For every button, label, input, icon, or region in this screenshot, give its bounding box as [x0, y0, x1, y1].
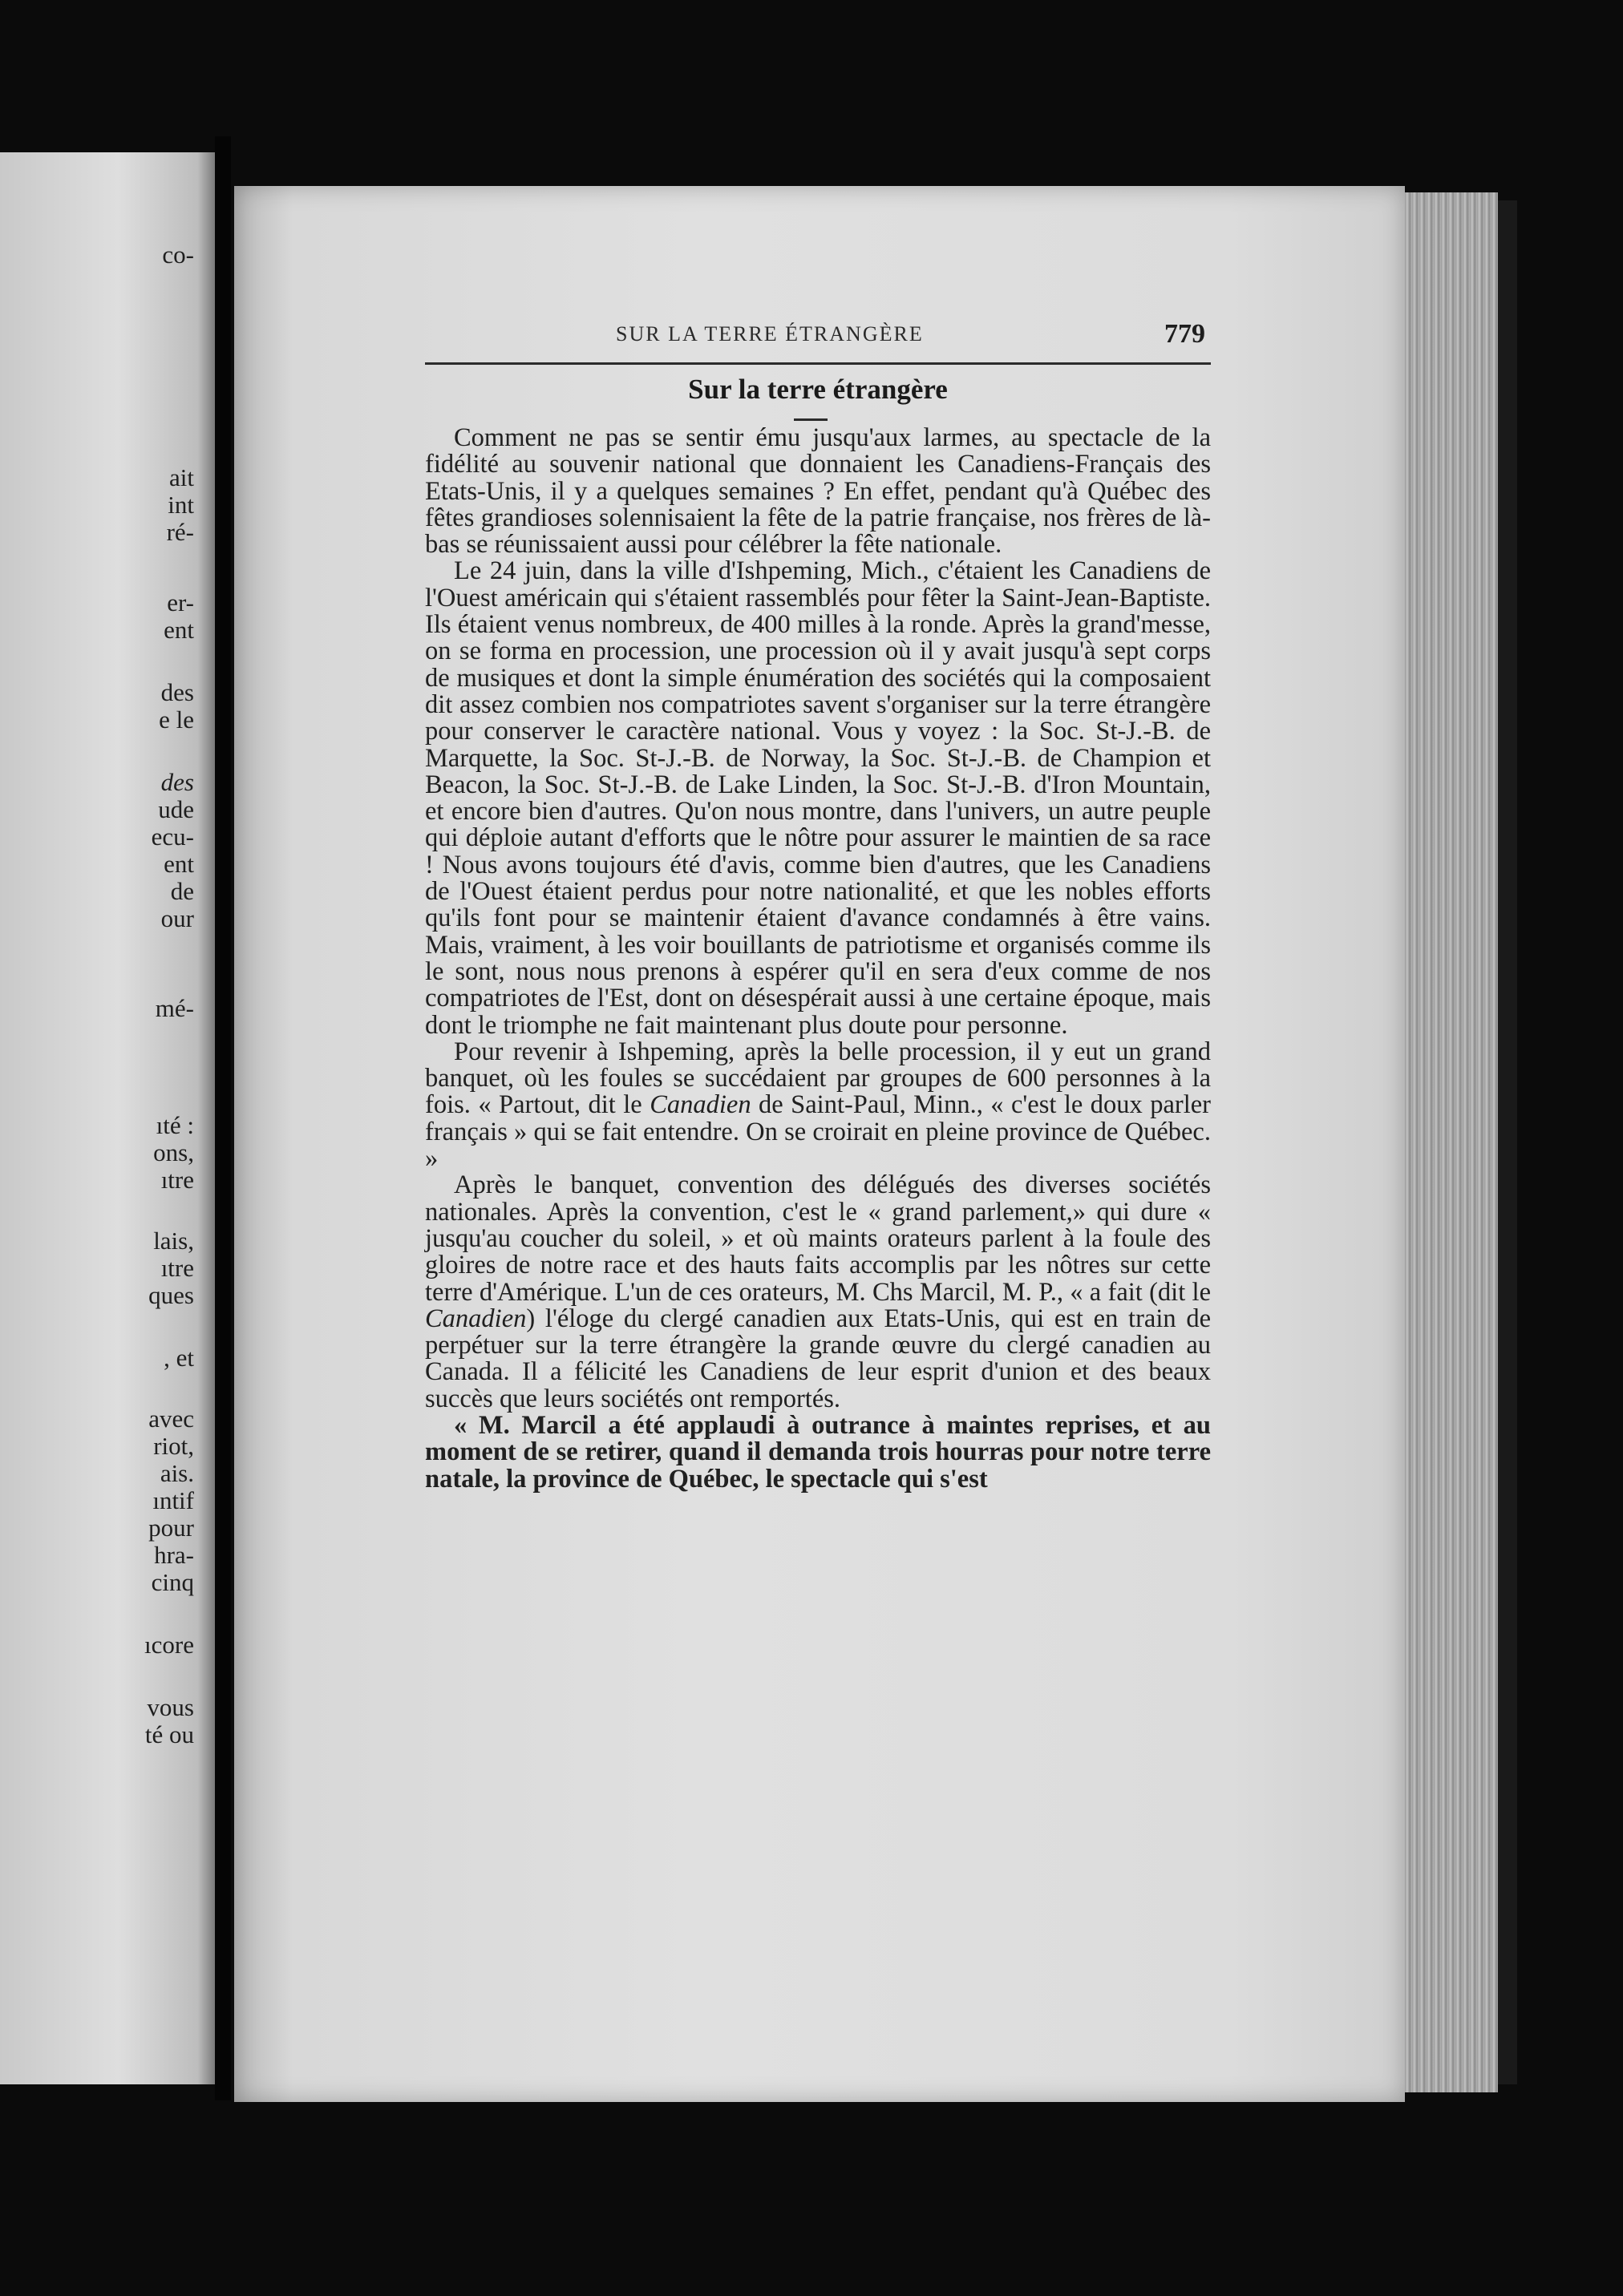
left-page-fragment: ıtre	[160, 1166, 194, 1194]
left-page-fragment: hra-	[154, 1541, 194, 1569]
left-page-fragment: ait	[169, 463, 194, 491]
page-edges-shadow	[1498, 200, 1517, 2084]
left-page-fragment: riot,	[153, 1432, 194, 1460]
left-page-fragment: ıntif	[152, 1486, 194, 1514]
left-page-fragment: té ou	[144, 1720, 194, 1748]
left-facing-page	[0, 152, 215, 2084]
left-page-fragment: ent	[164, 850, 194, 878]
left-page-fragment: cinq	[151, 1568, 194, 1596]
left-page-fragment: co-	[162, 241, 194, 269]
left-page-fragment: ent	[164, 616, 194, 644]
paragraph-4-end: ) l'éloge du clergé canadien aux Etats-Unis, qui est en train de perpétuer sur la terre étrangère la grande œuvre du clergé canadien au Canada. Il a félicité les Canadiens de leur esprit d'union et des beaux succès que leurs sociétés ont remportés.	[425, 1304, 1211, 1413]
paragraph-3-italic: Canadien	[650, 1090, 751, 1120]
left-page-fragment: lais,	[153, 1227, 194, 1255]
left-page-fragment: ıcore	[144, 1631, 194, 1659]
page-number: 779	[1164, 319, 1205, 349]
paragraph-4	[425, 1172, 1211, 1413]
paragraph-3	[425, 1039, 1211, 1172]
paragraph-1: Comment ne pas se sentir ému jusqu'aux larmes, au spectacle de la fidélité au souvenir national que donnaient les Canadiens-Français des Etats-Unis, il y a quelques semaines ? En effet, pendant qu'à Québec des fêtes grandioses solennisaient la fête de la patrie française, nos frères de là-bas se réunissaient aussi pour célébrer la fête nationale.	[425, 423, 1211, 560]
title-dash	[794, 418, 828, 421]
book-gutter	[215, 136, 231, 2100]
left-page-fragment: int	[168, 491, 194, 519]
running-title: SUR LA TERRE ÉTRANGÈRE	[616, 322, 924, 346]
left-page-fragment: des	[160, 678, 194, 706]
left-page-fragment: mé-	[155, 994, 194, 1022]
left-page-fragment: avec	[148, 1405, 194, 1433]
paragraph-5: « M. Marcil a été applaudi à outrance à maintes reprises, et au moment de se retirer, quand il demanda trois hourras pour notre terre natale, la province de Québec, le spectacle qui s'est	[425, 1410, 1211, 1494]
paragraph-4-italic: Canadien	[425, 1304, 527, 1333]
left-page-fragment: ıtre	[160, 1254, 194, 1282]
left-page-fragment: e le	[159, 705, 194, 734]
left-page-fragment: ques	[148, 1281, 194, 1309]
article-title: Sur la terre étrangère	[688, 374, 948, 405]
left-page-fragment: , et	[164, 1344, 194, 1372]
article-body	[425, 425, 1211, 1493]
paragraph-3-end: de Saint-Paul, Minn., « c'est le doux parler français » qui se fait entendre. On se croirait en pleine province de Québec. »	[425, 1090, 1211, 1174]
left-page-fragment: des	[160, 768, 194, 796]
left-page-fragment: ıté :	[156, 1111, 194, 1139]
left-page-fragment: ons,	[153, 1138, 194, 1166]
paragraph-4-start: Après le banquet, convention des délégués des diverses sociétés nationales. Après la convention, c'est le « grand parlement,» qui dure « jusqu'au coucher du soleil, » et où maints orateurs parlent à la foule des gloires de notre race et des hauts faits accomplis par les nôtres sur cette terre d'Amérique. L'un de ces orateurs, M. Chs Marcil, M. P., « a fait (dit le	[425, 1170, 1211, 1307]
left-page-fragment: ude	[158, 795, 194, 823]
header-rule	[425, 362, 1211, 365]
left-page-fragment: vous	[147, 1693, 194, 1721]
paragraph-2: Le 24 juin, dans la ville d'Ishpeming, Mich., c'étaient les Canadiens de l'Ouest américain qui s'étaient rassemblés pour fêter la Saint-Jean-Baptiste. Ils étaient venus nombreux, de 400 milles à la ronde. Après la grand'messe, on se forma en procession, une procession où il y avait jusqu'à sept corps de musiques et dont la simple énumération des sociétés qui la composaient dit assez combien nos compatriotes savent s'organiser sur la terre étrangère pour conserver le caractère national. Vous y voyez : la Soc. St-J.-B. de Marquette, la Soc. St-J.-B. de Norway, la Soc. St-J.-B. de Champion et Beacon, la Soc. St-J.-B. de Lake Linden, la Soc. St-J.-B. d'Iron Mountain, et encore bien d'autres. Qu'on nous montre, dans l'univers, un autre peuple qui déploie autant d'efforts que le nôtre pour assurer le maintien de sa race ! Nous avons toujours été d'avis, comme bien d'autres, que les Canadiens de l'Ouest étaient perdus pour notre nationalité, et que les nobles efforts qu'ils font pour se maintenir étaient d'avance condamnés à être vains. Mais, vraiment, à les voir bouillants de patriotisme et organisés comme ils le sont, nous nous prenons à espérer qu'il en sera d'eux comme de nos compatriotes de l'Est, dont on désespérait aussi à une certaine époque, mais dont le triomphe ne fait maintenant plus doute pour personne.	[425, 556, 1211, 1040]
page-edges	[1405, 192, 1498, 2092]
left-page-fragment: ecu-	[151, 823, 194, 851]
paragraph-3-start: Pour revenir à Ishpeming, après la belle procession, il y eut un grand banquet, où les foules se succédaient par groupes de 600 personnes à la fois. « Partout, dit le	[425, 1037, 1211, 1120]
left-page-fragment: er-	[167, 588, 194, 616]
left-page-fragment: our	[160, 904, 194, 932]
left-page-fragment: ré-	[166, 518, 194, 546]
left-page-fragment: ais.	[160, 1459, 194, 1487]
left-page-fragment: pour	[148, 1514, 194, 1542]
left-page-fragment: de	[170, 877, 194, 905]
